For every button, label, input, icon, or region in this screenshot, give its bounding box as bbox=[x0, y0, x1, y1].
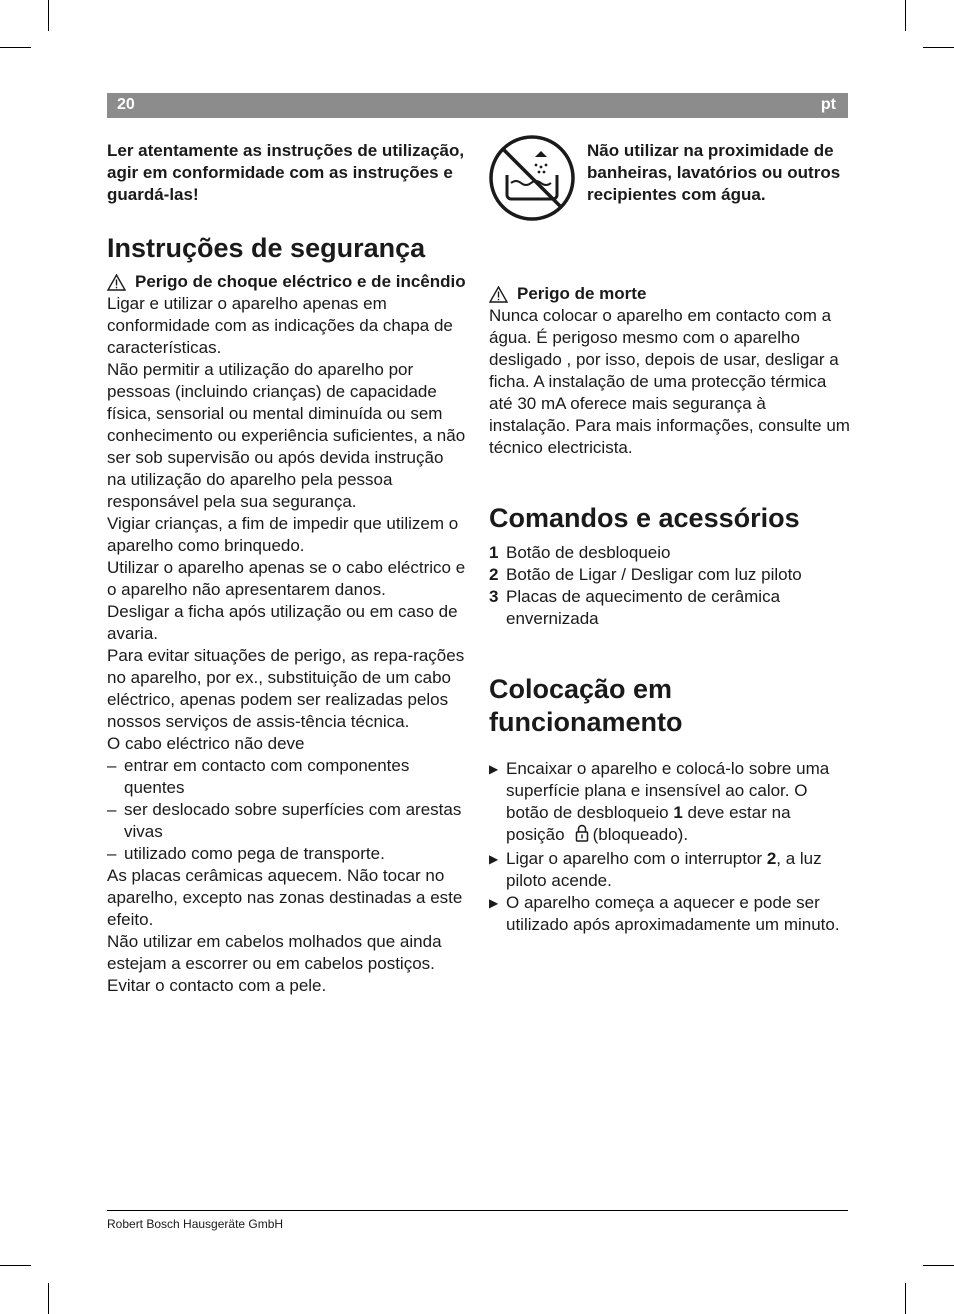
list-item: – utilizado como pega de transporte. bbox=[107, 844, 385, 863]
paragraph: As placas cerâmicas aquecem. Não tocar no aparelho, excepto nas zonas destinadas a este efeito. bbox=[107, 866, 463, 929]
lock-icon bbox=[575, 824, 589, 848]
arrow-right-icon: ▶ bbox=[489, 762, 499, 776]
paragraph: Não permitir a utilização do aparelho por pessoas (incluindo crianças) de capacidade física, sensorial ou mental diminuída ou sem conhecimento ou experiência suficientes, a não ser sob supervisão ou após devida instrução na utilização do aparelho pela pessoa responsável pela sua segurança. bbox=[107, 360, 466, 511]
list-item: 1 Botão de desbloqueio bbox=[489, 543, 671, 562]
list-item: 3 Placas de aquecimento de cerâmica envernizada bbox=[489, 587, 781, 628]
crop-mark bbox=[48, 1283, 49, 1314]
intro-text: Ler atentamente as instruções de utilização, agir em conformidade com as instruções e guardá-las! bbox=[107, 141, 465, 204]
crop-mark bbox=[923, 47, 954, 48]
crop-mark bbox=[0, 47, 31, 48]
paragraph: Vigiar crianças, a fim de impedir que utilizem o aparelho como brinquedo. bbox=[107, 514, 459, 555]
paragraph: Para evitar situações de perigo, as repa-rações no aparelho, por ex., substituição de um cabo eléctrico, apenas podem ser realizadas pelos nossos serviços de assis-tência técnica. bbox=[107, 646, 465, 731]
paragraph: Não utilizar em cabelos molhados que ainda estejam a escorrer ou em cabelos postiços. bbox=[107, 932, 442, 973]
crop-mark bbox=[923, 1265, 954, 1266]
warning-triangle-icon bbox=[489, 283, 517, 305]
crop-mark bbox=[48, 0, 49, 31]
no-water-icon bbox=[489, 140, 587, 227]
page-number: 20 bbox=[117, 96, 135, 113]
warning-electric-shock bbox=[107, 271, 467, 293]
paragraph: Evitar o contacto com a pele. bbox=[107, 976, 327, 995]
arrow-right-icon: ▶ bbox=[489, 896, 499, 910]
paragraph: Nunca colocar o aparelho em contacto com a água. É perigoso mesmo com o aparelho desligado , por isso, depois de usar, desligar a ficha. A instalação de uma protecção térmica até 30 mA oferece mais segurança à instalação. Para mais informações, consulte um técnico electricista. bbox=[489, 306, 850, 457]
list-item: 2 Botão de Ligar / Desligar com luz piloto bbox=[489, 565, 802, 584]
left-column bbox=[107, 140, 467, 997]
warning-triangle-icon bbox=[107, 271, 135, 293]
warning-death bbox=[489, 283, 851, 305]
list-item: ▶ Encaixar o aparelho e colocá-lo sobre uma superfície plana e insensível ao calor. O botão de desbloqueio 1 deve estar na posição (bloqueado). bbox=[489, 758, 851, 848]
right-column bbox=[489, 140, 851, 936]
list-item: ▶ O aparelho começa a aquecer e pode ser utilizado após aproximadamente um minuto. bbox=[489, 893, 840, 934]
paragraph: Ligar e utilizar o aparelho apenas em conformidade com as indicações da chapa de características. bbox=[107, 294, 453, 357]
water-warning-text: Não utilizar na proximidade de banheiras, lavatórios ou outros recipientes com água. bbox=[587, 141, 841, 204]
controls-heading: Comandos e acessórios bbox=[489, 503, 800, 533]
footer-divider bbox=[107, 1210, 848, 1211]
list-item: – ser deslocado sobre superfícies com arestas vivas bbox=[107, 800, 462, 841]
startup-heading: Colocação em funcionamento bbox=[489, 674, 683, 737]
paragraph: O cabo eléctrico não deve bbox=[107, 734, 305, 753]
water-warning-block bbox=[489, 140, 851, 227]
language-code: pt bbox=[820, 96, 836, 113]
cable-rules-list bbox=[107, 755, 467, 865]
warning-title: Perigo de morte bbox=[517, 284, 647, 303]
list-item: ▶ Ligar o aparelho com o interruptor 2, a luz piloto acende. bbox=[489, 849, 822, 890]
controls-list bbox=[489, 542, 851, 630]
list-item: – entrar em contacto com componentes quentes bbox=[107, 756, 410, 797]
crop-mark bbox=[905, 1283, 906, 1314]
crop-mark bbox=[905, 0, 906, 31]
safety-heading: Instruções de segurança bbox=[107, 233, 426, 263]
warning-title: Perigo de choque eléctrico e de incêndio bbox=[135, 272, 466, 291]
footer-company: Robert Bosch Hausgeräte GmbH bbox=[107, 1217, 284, 1231]
page-header bbox=[107, 93, 848, 118]
arrow-right-icon: ▶ bbox=[489, 852, 499, 866]
startup-steps bbox=[489, 758, 851, 936]
crop-mark bbox=[0, 1265, 31, 1266]
paragraph: Desligar a ficha após utilização ou em caso de avaria. bbox=[107, 602, 458, 643]
paragraph: Utilizar o aparelho apenas se o cabo eléctrico e o aparelho não apresentarem danos. bbox=[107, 558, 466, 599]
